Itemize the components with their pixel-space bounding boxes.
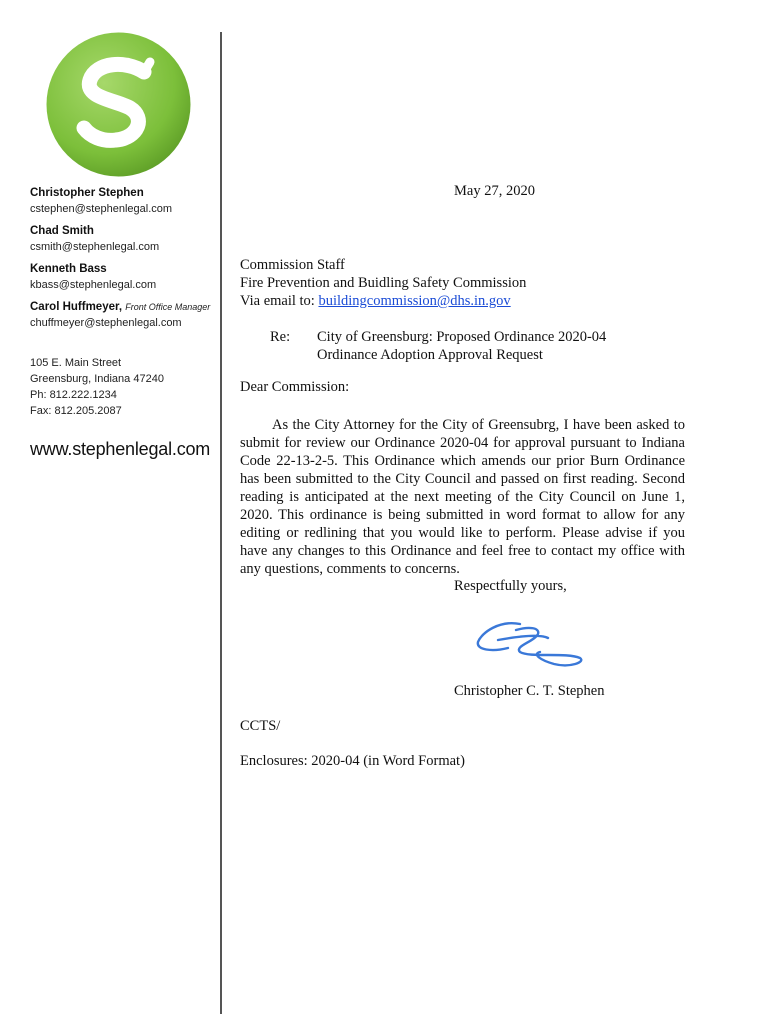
person-role: Front Office Manager xyxy=(125,302,211,312)
person-name: Kenneth Bass xyxy=(30,263,107,275)
website-link[interactable]: www.stephenlegal.com xyxy=(30,439,211,459)
email-prefix: Via email to: xyxy=(240,293,319,309)
address-line: 105 E. Main Street xyxy=(30,357,122,369)
firm-logo xyxy=(46,32,191,177)
phone-number: Ph: 812.222.1234 xyxy=(30,389,117,401)
person-name-line xyxy=(30,299,215,315)
sidebar xyxy=(30,185,215,460)
enclosures-line: Enclosures: 2020-04 (in Word Format) xyxy=(240,753,465,769)
recipient-email-line xyxy=(240,292,526,310)
signer-name: Christopher C. T. Stephen xyxy=(454,683,605,699)
fax-number: Fax: 812.205.2087 xyxy=(30,405,122,417)
office-address xyxy=(30,355,215,419)
salutation: Dear Commission: xyxy=(240,379,350,395)
person-name: Chad Smith xyxy=(30,225,94,237)
subject-line: City of Greensburg: Proposed Ordinance 2020-04 xyxy=(317,329,607,345)
address-line: Greensburg, Indiana 47240 xyxy=(30,373,164,385)
person-name: Carol Huffmeyer, xyxy=(30,301,123,313)
person-email[interactable]: chuffmeyer@stephenlegal.com xyxy=(30,317,182,329)
vertical-divider xyxy=(220,32,222,1014)
person-email[interactable]: cstephen@stephenlegal.com xyxy=(30,203,173,215)
person-email[interactable]: csmith@stephenlegal.com xyxy=(30,241,160,253)
re-label: Re: xyxy=(270,329,291,345)
person-entry xyxy=(30,185,215,217)
person-email[interactable]: kbass@stephenlegal.com xyxy=(30,279,157,291)
person-entry xyxy=(30,223,215,255)
person-name: Christopher Stephen xyxy=(30,187,144,199)
recipient-line: Commission Staff xyxy=(240,257,345,273)
recipient-block xyxy=(240,256,526,310)
typist-initials: CCTS/ xyxy=(240,718,281,734)
subject-line: Ordinance Adoption Approval Request xyxy=(317,347,543,363)
recipient-line: Fire Prevention and Buidling Safety Commission xyxy=(240,275,527,291)
signature-image xyxy=(470,612,590,672)
letter-body: As the City Attorney for the City of Greensubrg, I have been asked to submit for review our Ordinance 2020-04 for approval pursuant to Indiana Code 22-13-2-5. This Ordinance which amends our prior Burn Ordinance has been submitted to the City Council and passed on first reading. Second reading is anticipated at the next meeting of the City Council on June 1, 2020. This ordinance is being submitted in word format to allow for any editing or redlining that you would like to perform. Please advise if you have any changes to this Ordinance and feel free to contact my office with any questions, comments to concerns. xyxy=(240,417,685,577)
letter-date: May 27, 2020 xyxy=(454,183,535,199)
person-entry xyxy=(30,299,215,331)
recipient-email-link[interactable]: buildingcommission@dhs.in.gov xyxy=(318,293,511,309)
closing: Respectfully yours, xyxy=(454,578,567,594)
person-entry xyxy=(30,261,215,293)
